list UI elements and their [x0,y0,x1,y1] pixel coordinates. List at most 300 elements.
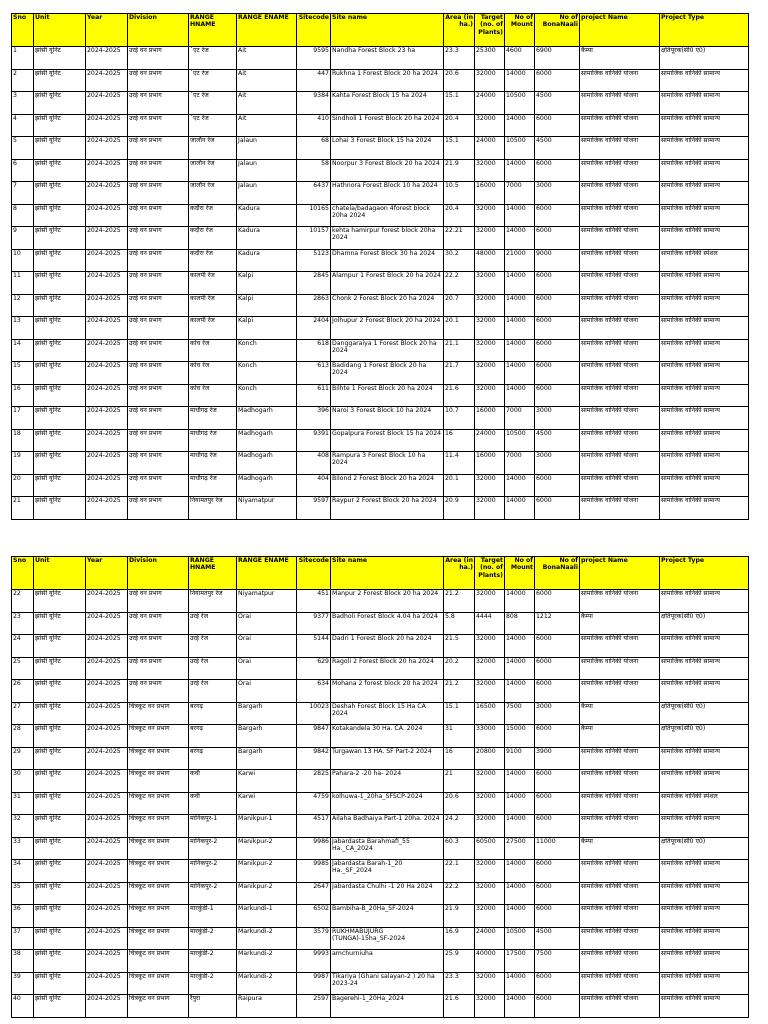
cell-project-name: सामाजिक वानिकी योजना [580,429,660,452]
cell-range-ename: Jalaun [237,159,297,182]
cell-range-hname: कालपी रेंज [189,317,237,340]
cell-project-name: सामाजिक वानिकी योजना [580,972,660,995]
cell-target: 32000 [475,159,505,182]
cell-year: 2024-2025 [86,657,128,680]
cell-range-hname: मारकुंडी-2 [189,950,237,973]
cell-mount: 10500 [505,429,535,452]
cell-range-ename: Niyamatpur [237,497,297,520]
cell-target: 32000 [475,657,505,680]
cell-sno: 28 [12,725,34,748]
cell-division: उरई वन प्रभाग [128,204,189,227]
table-row [12,657,749,680]
cell-site-name: Lohai 3 Forest Block 15 ha 2024 [331,137,444,160]
cell-year: 2024-2025 [86,249,128,272]
cell-project-type: सामाजिक वानिकी सामान्य [660,474,749,497]
table-row [12,272,749,295]
cell-mount: 15000 [505,725,535,748]
header-site-name: Site name [331,557,444,590]
cell-range-hname: मानिकपुर-1 [189,815,237,838]
cell-project-type: क्षतिपूरक(सी0 ए0) [660,47,749,70]
header-sno: Sno [12,557,34,590]
cell-sno: 39 [12,972,34,995]
cell-mount: 14000 [505,69,535,92]
cell-sno: 32 [12,815,34,838]
cell-site-name: amchurniuha [331,950,444,973]
cell-bonanaali: 3900 [535,747,580,770]
table-row [12,792,749,815]
cell-range-ename: Orai [237,635,297,658]
cell-mount: 14000 [505,995,535,1018]
cell-sitecode: 408 [297,452,331,475]
cell-unit: झांसी यूनिट [34,995,86,1018]
cell-site-name: Bambiha-B_20Ha_SF-2024 [331,905,444,928]
cell-bonanaali: 6000 [535,227,580,250]
cell-year: 2024-2025 [86,905,128,928]
table-row [12,927,749,950]
cell-unit: झांसी यूनिट [34,725,86,748]
cell-bonanaali: 1212 [535,612,580,635]
cell-sitecode: 2597 [297,995,331,1018]
cell-sitecode: 4517 [297,815,331,838]
table-page-1 [11,13,749,520]
cell-project-type: सामाजिक वानिकी सामान्य [660,407,749,430]
cell-project-name: सामाजिक वानिकी योजना [580,680,660,703]
cell-range-hname: उरई रेंज [189,680,237,703]
cell-area: 21.6 [444,995,475,1018]
cell-range-hname: `एट रेंज [189,69,237,92]
cell-range-ename: Konch [237,339,297,362]
cell-target: 32000 [475,995,505,1018]
cell-range-hname: जालौन रेंज [189,182,237,205]
cell-site-name: Jabardasta Barah-1_20 Ha._SF_2024 [331,860,444,883]
cell-sno: 38 [12,950,34,973]
cell-bonanaali: 4500 [535,429,580,452]
header-target: Target (no. of Plants) [475,14,505,47]
cell-area: 21.9 [444,905,475,928]
header-project-name: project Name [580,557,660,590]
cell-project-name: सामाजिक वानिकी योजना [580,249,660,272]
cell-project-type: सामाजिक वानिकी सामान्य [660,137,749,160]
cell-unit: झांसी यूनिट [34,474,86,497]
cell-target: 24000 [475,927,505,950]
cell-mount: 7500 [505,702,535,725]
cell-project-name: सामाजिक वानिकी योजना [580,114,660,137]
cell-range-ename: Markundi-2 [237,950,297,973]
cell-project-type: सामाजिक वानिकी सामान्य [660,860,749,883]
cell-year: 2024-2025 [86,294,128,317]
table-row [12,249,749,272]
header-site-name: Site name [331,14,444,47]
cell-unit: झांसी यूनिट [34,272,86,295]
cell-target: 32000 [475,474,505,497]
cell-sitecode: 613 [297,362,331,385]
cell-area: 22.2 [444,272,475,295]
cell-project-type: सामाजिक वानिकी स्पेशल [660,249,749,272]
cell-site-name: RUKHMABUJURG (TUNGA)-15ha_SF-2024 [331,927,444,950]
cell-year: 2024-2025 [86,815,128,838]
cell-area: 21.5 [444,635,475,658]
cell-unit: झांसी यूनिट [34,182,86,205]
cell-area: 16 [444,747,475,770]
cell-target: 32000 [475,770,505,793]
table-row [12,159,749,182]
cell-target: 24000 [475,137,505,160]
cell-project-type: सामाजिक वानिकी सामान्य [660,815,749,838]
cell-sitecode: 9985 [297,860,331,883]
table-row [12,407,749,430]
cell-range-hname: कालपी रेंज [189,294,237,317]
cell-division: उरई वन प्रभाग [128,680,189,703]
cell-area: 21.9 [444,159,475,182]
cell-area: 20.9 [444,497,475,520]
cell-range-hname: मानिकपुर-2 [189,837,237,860]
cell-site-name: Mohana 2 forest block 20 ha 2024 [331,680,444,703]
cell-sitecode: 9993 [297,950,331,973]
cell-sitecode: 9377 [297,612,331,635]
cell-project-name: सामाजिक वानिकी योजना [580,590,660,613]
cell-sno: 26 [12,680,34,703]
cell-project-name: सामाजिक वानिकी योजना [580,92,660,115]
cell-target: 32000 [475,497,505,520]
cell-site-name: Deshah Forest Block 15 Ha CA 2024 [331,702,444,725]
cell-range-hname: `एट रेंज [189,114,237,137]
cell-site-name: Gopalpura Forest Block 15 ha 2024 [331,429,444,452]
cell-year: 2024-2025 [86,227,128,250]
cell-sno: 7 [12,182,34,205]
cell-site-name: Noorpur 3 Forest Block 20 ha 2024 [331,159,444,182]
cell-project-name: सामाजिक वानिकी योजना [580,159,660,182]
cell-mount: 14000 [505,474,535,497]
cell-bonanaali: 6000 [535,317,580,340]
cell-range-ename: Konch [237,384,297,407]
cell-bonanaali: 6000 [535,905,580,928]
cell-sno: 11 [12,272,34,295]
cell-range-hname: रैपुरा [189,995,237,1018]
cell-site-name: Turgawan 13 HA. SF Part-2 2024 [331,747,444,770]
cell-project-type: क्षतिपूरक(सी0 ए0) [660,837,749,860]
cell-project-type: सामाजिक वानिकी सामान्य [660,317,749,340]
cell-area: 20.6 [444,69,475,92]
cell-mount: 14000 [505,204,535,227]
cell-range-ename: Manikpur-2 [237,882,297,905]
cell-year: 2024-2025 [86,972,128,995]
cell-division: उरई वन प्रभाग [128,114,189,137]
table-row [12,114,749,137]
cell-mount: 7000 [505,407,535,430]
header-project-name: project Name [580,14,660,47]
cell-project-name: कैम्पा [580,725,660,748]
cell-target: 60500 [475,837,505,860]
header-division: Division [128,14,189,47]
cell-project-type: सामाजिक वानिकी सामान्य [660,972,749,995]
cell-division: चित्रकूट वन प्रभाग [128,860,189,883]
cell-sno: 21 [12,497,34,520]
cell-bonanaali: 6000 [535,114,580,137]
cell-bonanaali: 6000 [535,294,580,317]
cell-range-hname: मानिकपुर-2 [189,860,237,883]
cell-bonanaali: 3000 [535,702,580,725]
cell-area: 20.6 [444,792,475,815]
cell-range-ename: Manikpur-2 [237,860,297,883]
cell-sno: 13 [12,317,34,340]
header-year: Year [86,557,128,590]
cell-division: उरई वन प्रभाग [128,497,189,520]
cell-year: 2024-2025 [86,474,128,497]
cell-area: 21.2 [444,590,475,613]
cell-site-name: Raypur 2 Forest Block 20 ha 2024 [331,497,444,520]
cell-area: 5.8 [444,612,475,635]
cell-site-name: Sindholi 1 Forest Block 20 ha 2024 [331,114,444,137]
cell-sno: 6 [12,159,34,182]
cell-range-ename: Manikpur-1 [237,815,297,838]
cell-division: चित्रकूट वन प्रभाग [128,747,189,770]
cell-division: उरई वन प्रभाग [128,227,189,250]
cell-project-name: सामाजिक वानिकी योजना [580,272,660,295]
cell-bonanaali: 3000 [535,407,580,430]
cell-target: 32000 [475,972,505,995]
cell-project-type: सामाजिक वानिकी सामान्य [660,657,749,680]
cell-sitecode: 9987 [297,972,331,995]
table-page-2 [11,556,749,1018]
header-mount: No of Mount [505,14,535,47]
cell-unit: झांसी यूनिट [34,702,86,725]
cell-year: 2024-2025 [86,590,128,613]
cell-area: 20.1 [444,474,475,497]
cell-project-name: सामाजिक वानिकी योजना [580,657,660,680]
cell-project-name: सामाजिक वानिकी योजना [580,905,660,928]
cell-sno: 22 [12,590,34,613]
cell-project-name: कैम्पा [580,47,660,70]
cell-range-ename: Madhogarh [237,429,297,452]
cell-range-hname: उरई रेंज [189,635,237,658]
cell-site-name: Hathnora Forest Block 10 ha 2024 [331,182,444,205]
cell-unit: झांसी यूनिट [34,770,86,793]
cell-range-ename: Orai [237,657,297,680]
cell-site-name: Bilhte 1 Forest Block 20 ha 2024 [331,384,444,407]
cell-year: 2024-2025 [86,927,128,950]
cell-target: 32000 [475,294,505,317]
cell-area: 22.2 [444,882,475,905]
cell-unit: झांसी यूनिट [34,950,86,973]
cell-unit: झांसी यूनिट [34,249,86,272]
cell-area: 20.4 [444,114,475,137]
cell-year: 2024-2025 [86,407,128,430]
cell-range-hname: कदौरा रेंज [189,249,237,272]
cell-project-type: सामाजिक वानिकी सामान्य [660,227,749,250]
table-row [12,339,749,362]
cell-mount: 14000 [505,860,535,883]
cell-range-hname: माधौगढ़ रेंज [189,452,237,475]
cell-year: 2024-2025 [86,837,128,860]
cell-sno: 20 [12,474,34,497]
cell-range-ename: Madhogarh [237,407,297,430]
cell-mount: 10500 [505,927,535,950]
cell-unit: झांसी यूनिट [34,339,86,362]
table-row [12,69,749,92]
cell-project-type: सामाजिक वानिकी सामान्य [660,747,749,770]
cell-unit: झांसी यूनिट [34,159,86,182]
cell-range-ename: Ait [237,114,297,137]
cell-project-name: सामाजिक वानिकी योजना [580,995,660,1018]
cell-sitecode: 10023 [297,702,331,725]
table-row [12,950,749,973]
cell-site-name: Bilond 2 Forest Block 20 ha 2024 [331,474,444,497]
cell-project-name: सामाजिक वानिकी योजना [580,497,660,520]
table-row [12,995,749,1018]
cell-range-hname: कर्वी [189,792,237,815]
cell-division: उरई वन प्रभाग [128,182,189,205]
cell-sno: 27 [12,702,34,725]
cell-mount: 17500 [505,950,535,973]
cell-project-type: सामाजिक वानिकी सामान्य [660,950,749,973]
cell-project-type: सामाजिक वानिकी सामान्य [660,927,749,950]
header-range-hname: RANGE HNAME [189,14,237,47]
cell-target: 25300 [475,47,505,70]
cell-sno: 25 [12,657,34,680]
cell-range-hname: नियामतपुर रेंज [189,497,237,520]
cell-year: 2024-2025 [86,137,128,160]
table-row [12,770,749,793]
cell-range-ename: Madhogarh [237,452,297,475]
table-row [12,182,749,205]
table-row [12,317,749,340]
cell-sitecode: 9595 [297,47,331,70]
cell-area: 10.5 [444,182,475,205]
cell-range-hname: कदौरा रेंज [189,204,237,227]
cell-division: उरई वन प्रभाग [128,339,189,362]
cell-project-type: सामाजिक वानिकी सामान्य [660,770,749,793]
cell-range-ename: Markundi-2 [237,927,297,950]
header-range-ename: RANGE ENAME [237,14,297,47]
cell-area: 25.9 [444,950,475,973]
cell-target: 32000 [475,905,505,928]
cell-area: 21.2 [444,680,475,703]
cell-project-name: कैम्पा [580,837,660,860]
cell-sno: 16 [12,384,34,407]
cell-sitecode: 10157 [297,227,331,250]
cell-unit: झांसी यूनिट [34,204,86,227]
cell-year: 2024-2025 [86,747,128,770]
cell-range-hname: माधौगढ़ रेंज [189,429,237,452]
cell-sitecode: 4759 [297,792,331,815]
cell-sitecode: 447 [297,69,331,92]
cell-sitecode: 410 [297,114,331,137]
table-row [12,384,749,407]
cell-sno: 10 [12,249,34,272]
cell-range-hname: मारकुंडी-2 [189,927,237,950]
cell-unit: झांसी यूनिट [34,680,86,703]
cell-range-hname: कालपी रेंज [189,272,237,295]
cell-year: 2024-2025 [86,272,128,295]
cell-bonanaali: 6000 [535,272,580,295]
cell-range-hname: बरगढ़ [189,747,237,770]
cell-unit: झांसी यूनिट [34,47,86,70]
cell-unit: झांसी यूनिट [34,837,86,860]
cell-bonanaali: 6000 [535,860,580,883]
cell-sno: 1 [12,47,34,70]
cell-sitecode: 2404 [297,317,331,340]
cell-division: चित्रकूट वन प्रभाग [128,995,189,1018]
cell-site-name: kehta hamirpur forest block 20ha 2024 [331,227,444,250]
cell-bonanaali: 9000 [535,249,580,272]
cell-area: 15.1 [444,137,475,160]
cell-division: उरई वन प्रभाग [128,407,189,430]
cell-unit: झांसी यूनिट [34,114,86,137]
cell-area: 15.1 [444,92,475,115]
cell-area: 24.2 [444,815,475,838]
cell-year: 2024-2025 [86,635,128,658]
cell-site-name: Ragoli 2 Forest Block 20 ha 2024 [331,657,444,680]
cell-target: 32000 [475,114,505,137]
table-row [12,47,749,70]
cell-sno: 3 [12,92,34,115]
cell-range-ename: Manikpur-2 [237,837,297,860]
cell-target: 24000 [475,429,505,452]
cell-unit: झांसी यूनिट [34,882,86,905]
header-division: Division [128,557,189,590]
cell-range-ename: Ait [237,92,297,115]
header-area: Area (in ha.) [444,557,475,590]
cell-sno: 9 [12,227,34,250]
cell-division: उरई वन प्रभाग [128,429,189,452]
cell-division: उरई वन प्रभाग [128,272,189,295]
cell-range-ename: Orai [237,612,297,635]
table-row [12,590,749,613]
header-row [12,557,749,590]
cell-bonanaali: 4500 [535,137,580,160]
cell-area: 22.21 [444,227,475,250]
cell-mount: 7000 [505,182,535,205]
cell-unit: झांसी यूनिट [34,452,86,475]
cell-site-name: Ailaha Badhaiya Part-1 20ha. 2024 [331,815,444,838]
cell-sitecode: 451 [297,590,331,613]
cell-division: उरई वन प्रभाग [128,69,189,92]
cell-project-type: सामाजिक वानिकी सामान्य [660,204,749,227]
cell-area: 22.1 [444,860,475,883]
cell-mount: 14000 [505,362,535,385]
table-row [12,905,749,928]
cell-division: चित्रकूट वन प्रभाग [128,792,189,815]
cell-project-type: सामाजिक वानिकी सामान्य [660,590,749,613]
cell-division: उरई वन प्रभाग [128,384,189,407]
table-row [12,452,749,475]
cell-range-hname: जालौन रेंज [189,159,237,182]
cell-sitecode: 9847 [297,725,331,748]
cell-bonanaali: 6000 [535,362,580,385]
cell-project-name: सामाजिक वानिकी योजना [580,294,660,317]
cell-division: चित्रकूट वन प्रभाग [128,882,189,905]
cell-site-name: Jabardasta Barahmafi_55 Ha._CA_2024 [331,837,444,860]
cell-sitecode: 618 [297,339,331,362]
cell-target: 16000 [475,407,505,430]
cell-mount: 9100 [505,747,535,770]
cell-division: उरई वन प्रभाग [128,474,189,497]
cell-target: 16000 [475,182,505,205]
cell-project-type: क्षतिपूरक(सी0 ए0) [660,725,749,748]
cell-sno: 31 [12,792,34,815]
cell-year: 2024-2025 [86,770,128,793]
cell-year: 2024-2025 [86,725,128,748]
cell-area: 16 [444,429,475,452]
cell-sitecode: 629 [297,657,331,680]
cell-project-type: सामाजिक वानिकी सामान्य [660,114,749,137]
cell-sno: 14 [12,339,34,362]
cell-range-ename: Karwi [237,792,297,815]
table-row [12,702,749,725]
table-row [12,204,749,227]
cell-sitecode: 404 [297,474,331,497]
cell-project-type: सामाजिक वानिकी सामान्य [660,384,749,407]
